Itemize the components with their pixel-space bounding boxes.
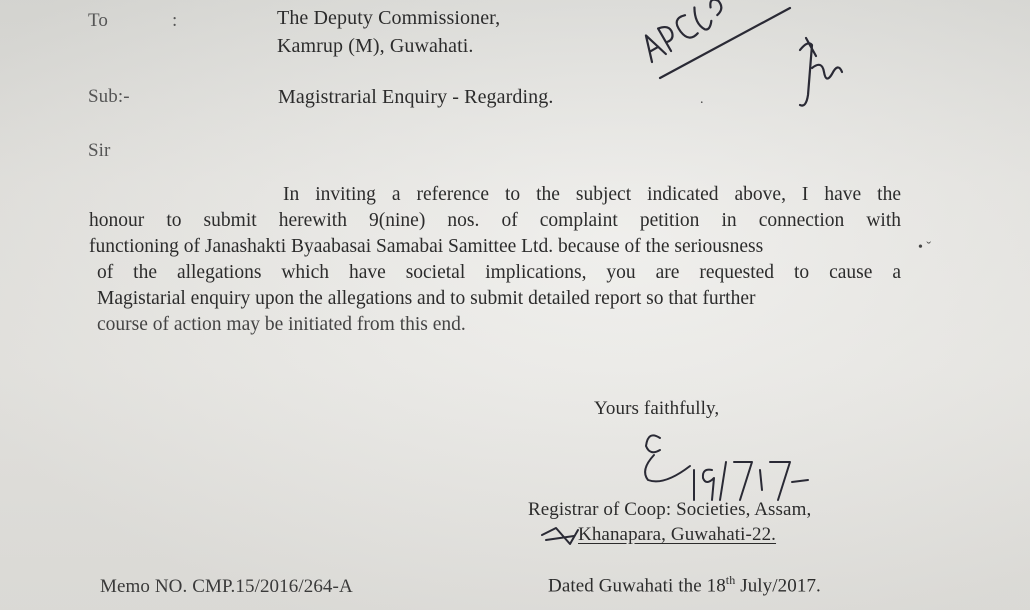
- body-line-3: functioning of Janashakti Byaabasai Samabai Samittee Ltd. because of the seriousness: [89, 236, 764, 257]
- recipient-line-2: Kamrup (M), Guwahati.: [277, 35, 474, 57]
- signatory-line-2: Khanapara, Guwahati-22.: [578, 524, 777, 545]
- body-line-5: Magistarial enquiry upon the allegations and to submit detailed report so that further: [97, 288, 756, 309]
- to-label: To: [88, 10, 108, 31]
- body-line-2: honour to submit herewith 9(nine) nos. of complaint petition in connection with: [89, 210, 901, 231]
- signatory-line-1: Registrar of Coop: Societies, Assam,: [528, 499, 812, 520]
- stray-marks: • ˇ: [918, 240, 932, 255]
- closing: Yours faithfully,: [594, 398, 720, 419]
- recipient-line-1: The Deputy Commissioner,: [277, 7, 501, 29]
- subject-label: Sub:-: [88, 86, 130, 107]
- body-line-6: course of action may be initiated from this end.: [97, 314, 466, 335]
- body-line-1: In inviting a reference to the subject indicated above, I have the: [283, 184, 901, 205]
- to-colon: :: [172, 10, 178, 31]
- salutation: Sir: [88, 140, 111, 161]
- memo-number: Memo NO. CMP.15/2016/264-A: [100, 576, 353, 597]
- body-line-4: of the allegations which have societal implications, you are requested to cause a: [97, 262, 901, 283]
- subject-text: Magistrarial Enquiry - Regarding.: [278, 86, 554, 108]
- dated-line: Dated Guwahati the 18th July/2017.: [548, 573, 821, 597]
- stray-dot: .: [700, 92, 704, 107]
